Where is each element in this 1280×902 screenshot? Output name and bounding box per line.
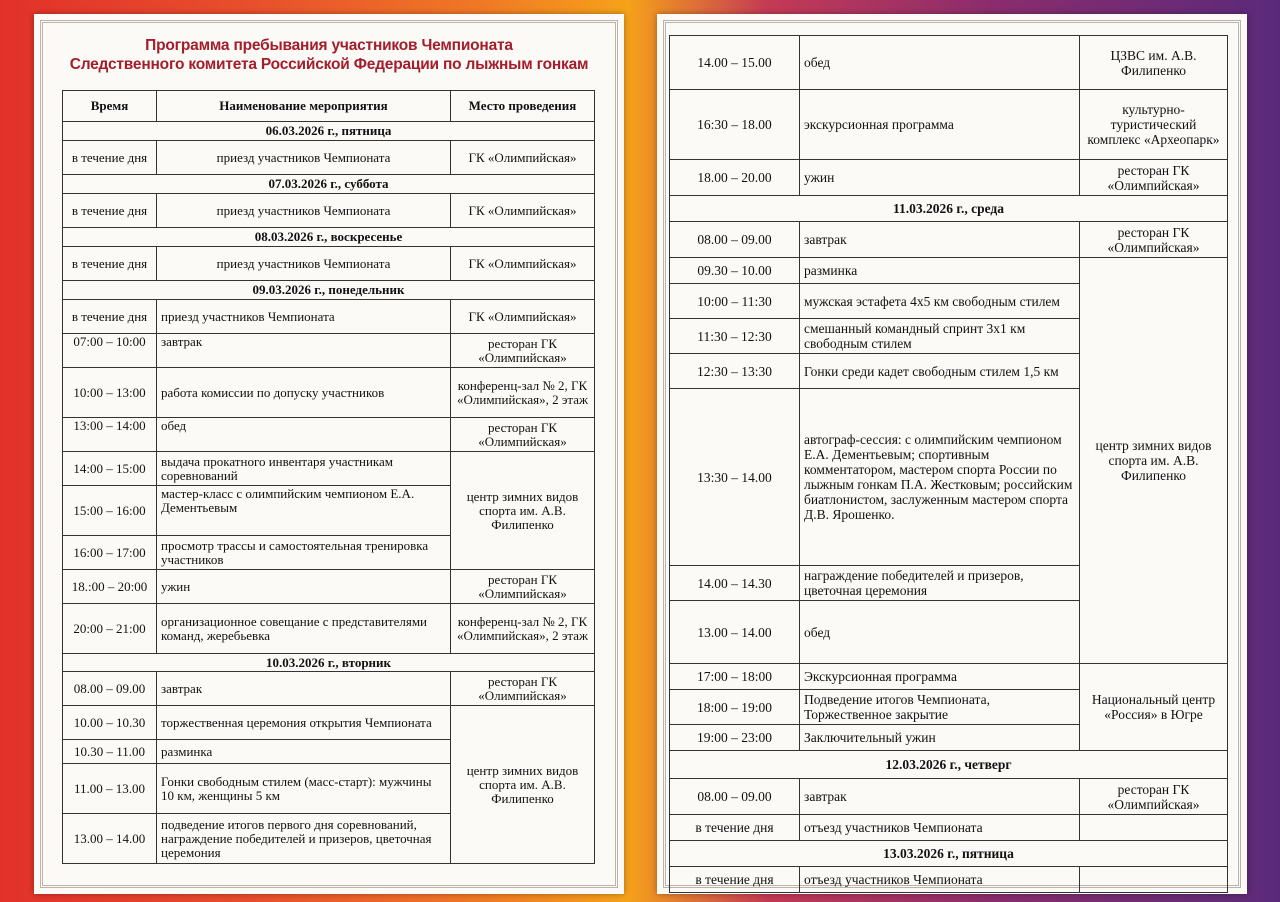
event-cell: награждение победителей и призеров, цветочная церемония: [800, 566, 1080, 601]
place-cell: ЦЗВС им. А.В. Филипенко: [1080, 36, 1228, 90]
table-row: [63, 706, 595, 740]
place-cell: ресторан ГК «Олимпийская»: [1080, 779, 1228, 815]
time-cell: 19:00 – 23:00: [670, 725, 800, 751]
table-row: [63, 300, 595, 334]
place-cell: центр зимних видов спорта им. А.В. Филипенко: [1080, 258, 1228, 664]
place-cell: ресторан ГК «Олимпийская»: [451, 672, 595, 706]
day-header: 10.03.2026 г., вторник: [63, 654, 595, 672]
table-row: [670, 160, 1228, 196]
event-cell: обед: [157, 418, 451, 452]
time-cell: 13:00 – 14:00: [63, 418, 157, 452]
table-row: [670, 90, 1228, 160]
place-cell: ресторан ГК «Олимпийская»: [1080, 160, 1228, 196]
place-cell: ГК «Олимпийская»: [451, 141, 595, 175]
place-cell: [1080, 815, 1228, 841]
header-place: Место проведения: [451, 91, 595, 122]
time-cell: 18:00 – 19:00: [670, 690, 800, 725]
schedule-table-left: [62, 90, 595, 864]
table-row: [670, 815, 1228, 841]
time-cell: 14:00 – 15:00: [63, 452, 157, 486]
day-header: 07.03.2026 г., суббота: [63, 175, 595, 194]
time-cell: в течение дня: [670, 815, 800, 841]
right-page: [657, 14, 1247, 894]
time-cell: 16:00 – 17:00: [63, 536, 157, 570]
table-row: [670, 36, 1228, 90]
table-row: [670, 867, 1228, 893]
place-cell: ресторан ГК «Олимпийская»: [1080, 222, 1228, 258]
time-cell: 08.00 – 09.00: [63, 672, 157, 706]
table-row: [63, 672, 595, 706]
time-cell: 07:00 – 10:00: [63, 334, 157, 368]
event-cell: подведение итогов первого дня соревнований, награждение победителей и призеров, цветочная церемония: [157, 814, 451, 864]
event-cell: Гонки свободным стилем (масс-старт): мужчины 10 км, женщины 5 км: [157, 764, 451, 814]
table-row: [670, 258, 1228, 284]
place-cell: ГК «Олимпийская»: [451, 194, 595, 228]
table-row: [63, 141, 595, 175]
table-row: [63, 570, 595, 604]
time-cell: 08.00 – 09.00: [670, 222, 800, 258]
event-cell: завтрак: [800, 779, 1080, 815]
event-cell: завтрак: [157, 334, 451, 368]
place-cell: культурно-туристический комплекс «Археопарк»: [1080, 90, 1228, 160]
event-cell: приезд участников Чемпионата: [157, 247, 451, 281]
event-cell: отъезд участников Чемпионата: [800, 867, 1080, 893]
event-cell: обед: [800, 36, 1080, 90]
event-cell: Гонки среди кадет свободным стилем 1,5 км: [800, 354, 1080, 389]
table-row: [63, 604, 595, 654]
table-row: [63, 452, 595, 486]
time-cell: в течение дня: [63, 247, 157, 281]
time-cell: 14.00 – 14.30: [670, 566, 800, 601]
time-cell: 17:00 – 18:00: [670, 664, 800, 690]
event-cell: разминка: [157, 740, 451, 764]
event-cell: просмотр трассы и самостоятельная тренировка участников: [157, 536, 451, 570]
event-cell: работа комиссии по допуску участников: [157, 368, 451, 418]
place-cell: ресторан ГК «Олимпийская»: [451, 570, 595, 604]
time-cell: в течение дня: [63, 141, 157, 175]
time-cell: в течение дня: [670, 867, 800, 893]
event-cell: ужин: [800, 160, 1080, 196]
time-cell: 20:00 – 21:00: [63, 604, 157, 654]
time-cell: 13:30 – 14.00: [670, 389, 800, 566]
event-cell: выдача прокатного инвентаря участникам соревнований: [157, 452, 451, 486]
document-title: [34, 36, 624, 74]
event-cell: отъезд участников Чемпионата: [800, 815, 1080, 841]
event-cell: завтрак: [157, 672, 451, 706]
time-cell: 11:30 – 12:30: [670, 319, 800, 354]
time-cell: 10:00 – 13:00: [63, 368, 157, 418]
place-cell: центр зимних видов спорта им. А.В. Филипенко: [451, 706, 595, 864]
event-cell: завтрак: [800, 222, 1080, 258]
place-cell: ГК «Олимпийская»: [451, 247, 595, 281]
event-cell: приезд участников Чемпионата: [157, 300, 451, 334]
title-line-1: Программа пребывания участников Чемпионата: [145, 37, 513, 54]
time-cell: 18.00 – 20.00: [670, 160, 800, 196]
event-cell: мужская эстафета 4х5 км свободным стилем: [800, 284, 1080, 319]
place-cell: [1080, 867, 1228, 893]
event-cell: организационное совещание с представителями команд, жеребьевка: [157, 604, 451, 654]
event-cell: мастер-класс с олимпийским чемпионом Е.А. Дементьевым: [157, 486, 451, 536]
time-cell: 18.:00 – 20:00: [63, 570, 157, 604]
title-line-2: Следственного комитета Российской Федерации по лыжным гонкам: [69, 56, 589, 73]
header-event: Наименование мероприятия: [157, 91, 451, 122]
day-header: 08.03.2026 г., воскресенье: [63, 228, 595, 247]
day-header: 12.03.2026 г., четверг: [670, 751, 1228, 779]
event-cell: Экскурсионная программа: [800, 664, 1080, 690]
table-row: [63, 368, 595, 418]
time-cell: 10.30 – 11.00: [63, 740, 157, 764]
time-cell: 13.00 – 14.00: [670, 601, 800, 664]
table-row: [670, 664, 1228, 690]
table-row: [670, 779, 1228, 815]
time-cell: 11.00 – 13.00: [63, 764, 157, 814]
time-cell: 13.00 – 14.00: [63, 814, 157, 864]
event-cell: ужин: [157, 570, 451, 604]
time-cell: в течение дня: [63, 300, 157, 334]
event-cell: приезд участников Чемпионата: [157, 194, 451, 228]
event-cell: смешанный командный спринт 3х1 км свободным стилем: [800, 319, 1080, 354]
event-cell: приезд участников Чемпионата: [157, 141, 451, 175]
event-cell: разминка: [800, 258, 1080, 284]
table-row: [63, 418, 595, 452]
header-row: [63, 91, 595, 122]
place-cell: ресторан ГК «Олимпийская»: [451, 334, 595, 368]
day-header: 06.03.2026 г., пятница: [63, 122, 595, 141]
time-cell: 12:30 – 13:30: [670, 354, 800, 389]
event-cell: автограф-сессия: с олимпийским чемпионом Е.А. Дементьевым; спортивным комментатором, мастером спорта России по лыжным гонкам П.А. Жестковым; российским биатлонистом, заслуженным мастером спорта Д.В. Ярошенко.: [800, 389, 1080, 566]
time-cell: 14.00 – 15.00: [670, 36, 800, 90]
time-cell: 10.00 – 10.30: [63, 706, 157, 740]
table-row: [670, 222, 1228, 258]
time-cell: 16:30 – 18.00: [670, 90, 800, 160]
time-cell: 09.30 – 10.00: [670, 258, 800, 284]
time-cell: в течение дня: [63, 194, 157, 228]
event-cell: обед: [800, 601, 1080, 664]
time-cell: 08.00 – 09.00: [670, 779, 800, 815]
place-cell: ресторан ГК «Олимпийская»: [451, 418, 595, 452]
table-row: [63, 334, 595, 368]
place-cell: конференц-зал № 2, ГК «Олимпийская», 2 этаж: [451, 368, 595, 418]
time-cell: 10:00 – 11:30: [670, 284, 800, 319]
event-cell: торжественная церемония открытия Чемпионата: [157, 706, 451, 740]
event-cell: Заключительный ужин: [800, 725, 1080, 751]
event-cell: Подведение итогов Чемпионата, Торжественное закрытие: [800, 690, 1080, 725]
table-row: [63, 247, 595, 281]
place-cell: ГК «Олимпийская»: [451, 300, 595, 334]
place-cell: центр зимних видов спорта им. А.В. Филипенко: [451, 452, 595, 570]
day-header: 13.03.2026 г., пятница: [670, 841, 1228, 867]
day-header: 11.03.2026 г., среда: [670, 196, 1228, 222]
place-cell: конференц-зал № 2, ГК «Олимпийская», 2 этаж: [451, 604, 595, 654]
left-page: [34, 14, 624, 894]
time-cell: 15:00 – 16:00: [63, 486, 157, 536]
place-cell: Национальный центр «Россия» в Югре: [1080, 664, 1228, 751]
schedule-table-right: [669, 35, 1228, 893]
event-cell: экскурсионная программа: [800, 90, 1080, 160]
table-row: [63, 194, 595, 228]
day-header: 09.03.2026 г., понедельник: [63, 281, 595, 300]
header-time: Время: [63, 91, 157, 122]
